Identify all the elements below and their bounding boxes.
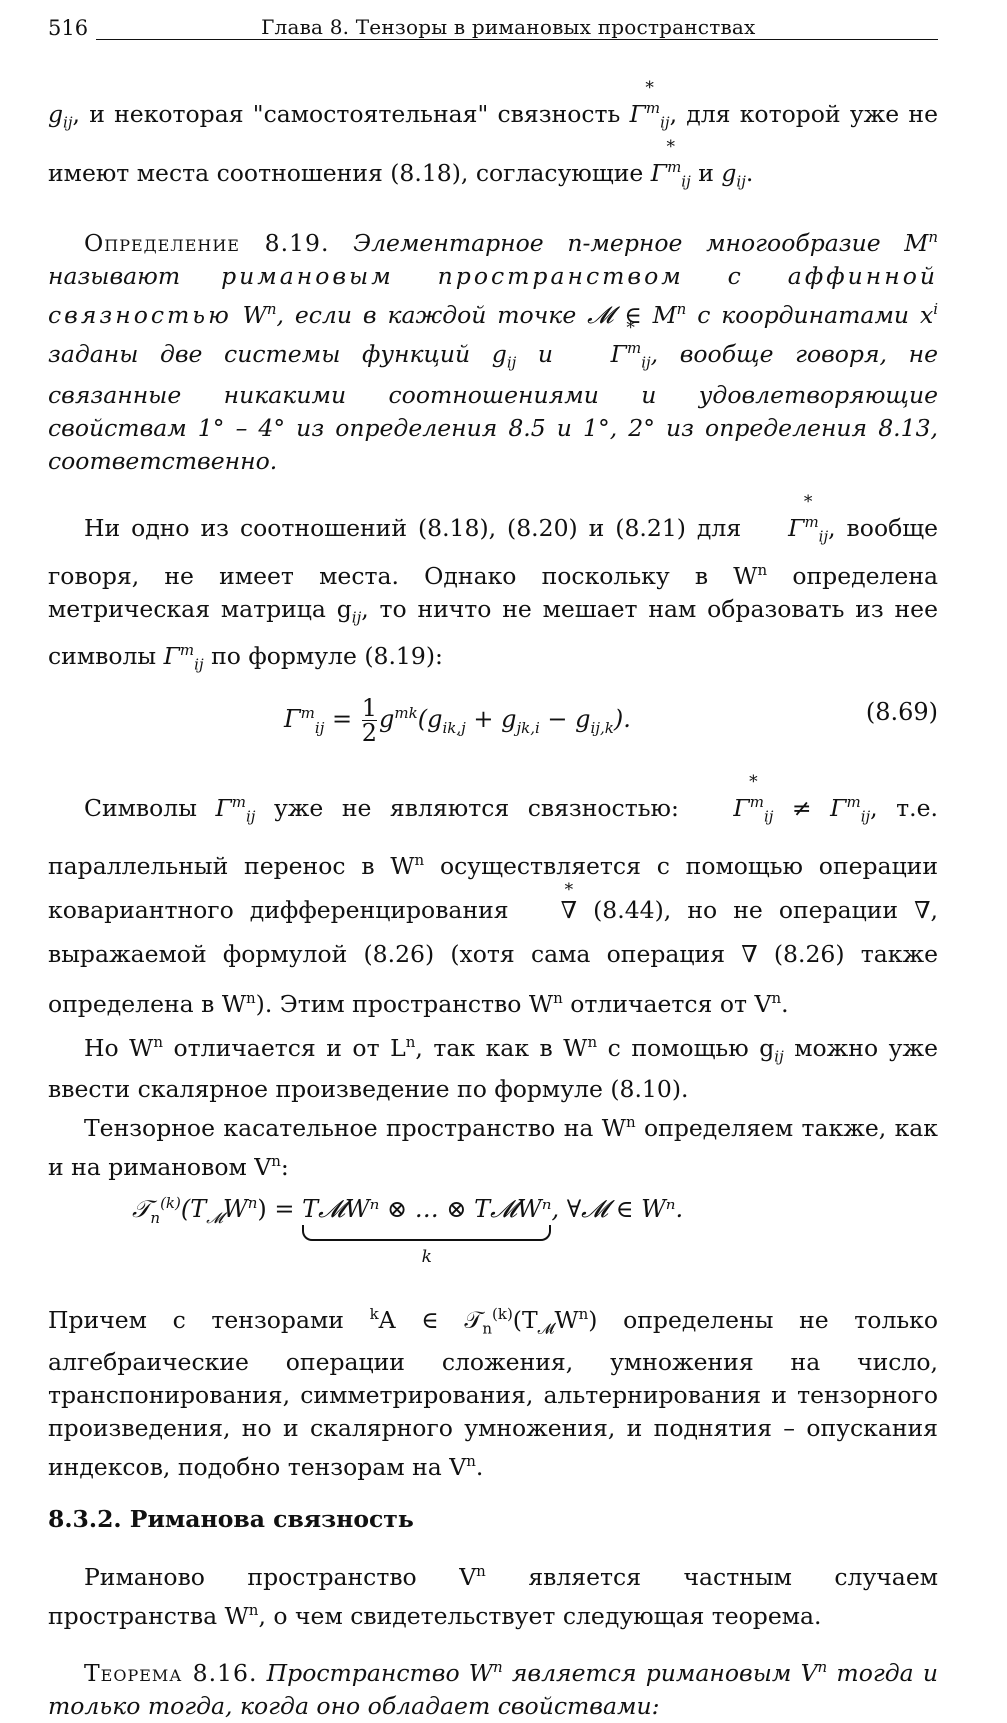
underbrace-label: k	[421, 1247, 432, 1268]
header-rule	[96, 15, 938, 40]
definition-8-19: Определение 8.19. Элементарное n-мерное многообразие $M^n$ называют римановым пространством с аффинной связностью $W^n$, если в каждой точке 𝓜 ∈ $M^n$ с координатами $x^i$ заданы две системы функций $g_{ij}$ и * $\Gamma^m_{ij}$, вообще говоря, не связанные никакими соотношениями и удовлетворяющие свойствам 1° – 4° из определения 8.5 и 1°, 2° из определения 8.13, соответственно.	[48, 221, 938, 478]
equation-8-69: $\Gamma^m_{ij}$ = $\frac{1}{2}$ $g^{mk}(g_{ik,j} + g_{jk,i} - g_{ij,k})$. (8.69)	[284, 693, 938, 747]
page-number: 516	[48, 16, 89, 40]
theorem-8-16: Теорема 8.16. Пространство $W^n$ является римановым $V^n$ тогда и только тогда, когда оно обладает свойствами:	[48, 1658, 939, 1720]
section-heading: 8.3.2. Риманова связность	[48, 1505, 414, 1534]
running-header	[48, 14, 938, 40]
paragraph-3: Символы $\Gamma^m_{ij}$ уже не являются связностью: * $\Gamma^m_{ij} \ne \Gamma^m_{ij}$, т.е. параллельный перенос в $W^n$ осуществляется с помощью операции ковариантного дифференцирования * ∇ (8.44), но не операции ∇, выражаемой формулой (8.26) (хотя сама операция ∇ (8.26) также определена в $W^n$). Этим пространство $W^n$ отличается от $V^n$.	[48, 780, 938, 1026]
equation-tensor-space: $𝒯_n^{(k)}(T_𝓜W^n)$ = T𝓜Wⁿ ⊗ … ⊗ T𝓜Wⁿ k , ∀𝓜 ∈ Wⁿ.	[132, 1194, 684, 1268]
paragraph-5: Тензорное касательное пространство на $W^n$ определяем также, как и на римановом $V^n$:	[48, 1113, 938, 1182]
equation-number: (8.69)	[865, 697, 938, 726]
underbrace-icon	[302, 1225, 551, 1241]
paragraph-intro: $g_{ij}$, и некоторая "самостоятельная" связность * $\Gamma^m_{ij}$, для которой уже не имеют места соотношения (8.18), согласующие * $\Gamma^m_{ij}$ и $g_{ij}$.	[48, 86, 938, 203]
fraction-one-half: $\frac{1}{2}$	[361, 693, 377, 747]
paragraph-7: Риманово пространство $V^n$ является частным случаем пространства $W^n$, о чем свидетельствует следующая теорема.	[48, 1562, 938, 1631]
paragraph-2: Ни одно из соотношений (8.18), (8.20) и (8.21) для * $\Gamma^m_{ij}$, вообще говоря, не имеет места. Однако поскольку в $W^n$ определена метрическая матрица $g_{ij}$, то ничто не мешает нам образовать из нее символы $\Gamma^m_{ij}$ по формуле (8.19):	[48, 506, 938, 682]
running-title: Глава 8. Тензоры в римановых пространствах	[261, 15, 756, 39]
underbrace: T𝓜Wⁿ ⊗ … ⊗ T𝓜Wⁿ k	[302, 1195, 552, 1268]
theorem-label: Теорема 8.16.	[84, 1658, 258, 1687]
definition-label: Определение 8.19.	[84, 228, 330, 257]
paragraph-4: Но $W^n$ отличается и от $L^n$, так как в $W^n$ с помощью $g_{ij}$ можно уже ввести скалярное произведение по формуле (8.10).	[48, 1032, 938, 1104]
defined-term: римановым пространством с аффинной связностью	[48, 261, 938, 329]
nabla-star-icon: * ∇	[525, 888, 577, 932]
page	[48, 14, 938, 1723]
paragraph-6: Причем с тензорами $^k$A ∈ $𝒯_n^{(k)}(T_𝓜W^n)$ определены не только алгебраические операции сложения, умножения на число, транспонирования, симметрирования, альтернирования и тензорного произведения, но и скалярного умножения, и поднятия – опускания индексов, подобно тензорам на $V^n$.	[48, 1305, 939, 1481]
